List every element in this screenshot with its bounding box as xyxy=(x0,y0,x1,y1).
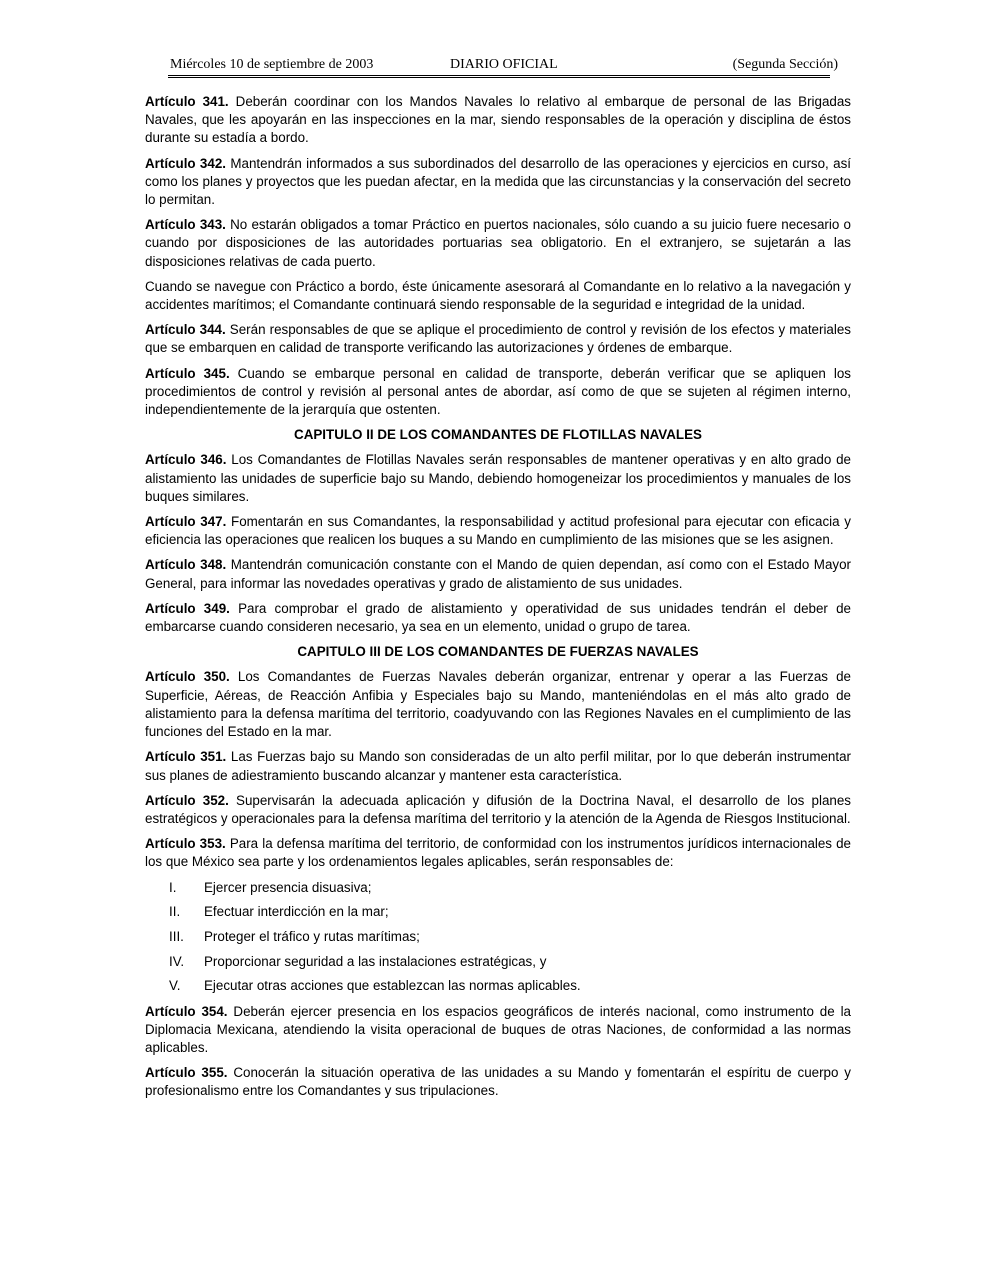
article-341 xyxy=(145,93,851,148)
article-label: Artículo 353. xyxy=(145,836,226,852)
article-text: Para comprobar el grado de alistamiento y operatividad de sus unidades tendrán el deber de embarcarse cuando consideren necesario, ya sea en un elemento, unidad o grupo de tarea. xyxy=(145,600,851,635)
article-353 xyxy=(145,835,851,871)
article-353-list xyxy=(145,879,851,996)
article-342 xyxy=(145,155,851,210)
header-rule-top xyxy=(168,75,830,76)
article-345 xyxy=(145,365,851,420)
list-item xyxy=(145,879,851,897)
article-343-paragraph-2: Cuando se navegue con Práctico a bordo, éste únicamente asesorará al Comandante en lo relativo a la navegación y accidentes marítimos; el Comandante continuará siendo responsable de la seguridad e integridad de la unidad. xyxy=(145,278,851,313)
article-text: Para la defensa marítima del territorio, de conformidad con los instrumentos jurídicos internacionales de los que México sea parte y los ordenamientos legales aplicables, serán responsables de: xyxy=(145,836,851,870)
article-label: Artículo 348. xyxy=(145,557,227,573)
article-label: Artículo 352. xyxy=(145,792,229,808)
list-item-number: III. xyxy=(169,928,184,944)
list-item-text: Proporcionar seguridad a las instalaciones estratégicas, y xyxy=(204,953,547,969)
article-349 xyxy=(145,600,851,636)
article-text: Conocerán la situación operativa de las unidades a su Mando y fomentarán el espíritu de cuerpo y profesionalismo entre los Comandantes y sus tripulaciones. xyxy=(145,1065,851,1099)
article-text: Fomentarán en sus Comandantes, la responsabilidad y actitud profesional para ejecutar con eficacia y eficiencia las operaciones que realicen los buques a su Mando en cumplimiento de las misiones que se les asignen. xyxy=(145,514,851,548)
article-343 xyxy=(145,216,851,271)
article-text: Cuando se embarque personal en calidad de transporte, deberán verificar que se apliquen los procedimientos de control y revisión al personal antes de abordar, así como de que se sujeten al régimen interno, independientemente de la jerarquía que ostenten. xyxy=(145,365,851,418)
list-item-text: Ejercer presencia disuasiva; xyxy=(204,879,372,895)
document-body xyxy=(145,93,851,1108)
article-351 xyxy=(145,748,851,784)
list-item-number: IV. xyxy=(169,953,185,969)
list-item-number: II. xyxy=(169,904,181,920)
article-label: Artículo 344. xyxy=(145,322,226,338)
article-347 xyxy=(145,513,851,549)
article-text: Mantendrán comunicación constante con el Mando de quien dependan, así como con el Estado Mayor General, para informar las novedades operativas y grado de alistamiento de sus unidades. xyxy=(145,557,851,591)
article-text: Supervisarán la adecuada aplicación y difusión de la Doctrina Naval, el desarrollo de los planes estratégicos y operacionales para la defensa marítima del territorio y la atención de la Agenda de Riesgos Institucional. xyxy=(145,792,851,826)
article-label: Artículo 347. xyxy=(145,514,227,530)
article-346 xyxy=(145,451,851,506)
list-item xyxy=(145,903,851,921)
article-text: Los Comandantes de Flotillas Navales serán responsables de mantener operativas y en alto grado de alistamiento las unidades de superficie bajo su Mando, debiendo homogeneizar los procedimientos y manuales de los buques similares. xyxy=(145,452,851,504)
chapter-2-heading: CAPITULO II DE LOS COMANDANTES DE FLOTILLAS NAVALES xyxy=(294,427,702,443)
header-date: Miércoles 10 de septiembre de 2003 xyxy=(170,57,374,72)
article-text: Mantendrán informados a sus subordinados del desarrollo de las operaciones y ejercicios en curso, así como los planes y proyectos que les puedan afectar, en la medida que las circunstancias y la conservación del secreto lo permitan. xyxy=(145,155,851,208)
article-label: Artículo 346. xyxy=(145,452,227,468)
article-text: Deberán coordinar con los Mandos Navales lo relativo al embarque de personal de las Brigadas Navales, que les apoyarán en las inspecciones en la mar, siendo responsables de la operación y disciplina de éstos durante su estadía a bordo. xyxy=(145,94,851,146)
page-header xyxy=(168,57,838,75)
list-item-number: I. xyxy=(169,879,177,895)
article-label: Artículo 341. xyxy=(145,94,229,109)
list-item-text: Proteger el tráfico y rutas marítimas; xyxy=(204,928,420,944)
article-text: No estarán obligados a tomar Práctico en puertos nacionales, sólo cuando a su juicio fuere necesario o cuando por disposiciones de las autoridades portuarias sea obligatorio. En el extranjero, se sujetarán a las disposiciones relativas de cada puerto. xyxy=(145,217,851,269)
article-350 xyxy=(145,668,851,741)
article-label: Artículo 343. xyxy=(145,217,226,233)
article-355 xyxy=(145,1064,851,1100)
list-item xyxy=(145,928,851,946)
header-rule-bottom xyxy=(168,77,830,78)
list-item xyxy=(145,953,851,971)
article-352 xyxy=(145,792,851,828)
article-label: Artículo 345. xyxy=(145,365,230,381)
article-text: Deberán ejercer presencia en los espacios geográficos de interés nacional, como instrumento de la Diplomacia Mexicana, atendiendo la visita operacional de buques de otras Naciones, de conformidad a las normas aplicables. xyxy=(145,1003,851,1055)
article-text: Las Fuerzas bajo su Mando son consideradas de un alto perfil militar, por lo que deberán instrumentar sus planes de adiestramiento buscando alcanzar y mantener esta característica. xyxy=(145,749,851,783)
article-text: Serán responsables de que se aplique el procedimiento de control y revisión de los efectos y materiales que se embarquen en calidad de transporte verificando las autorizaciones y órdenes de embarque. xyxy=(145,322,851,356)
article-label: Artículo 354. xyxy=(145,1003,228,1019)
article-label: Artículo 351. xyxy=(145,749,227,765)
article-label: Artículo 355. xyxy=(145,1065,228,1081)
article-text: Los Comandantes de Fuerzas Navales deberán organizar, entrenar y operar a las Fuerzas de Superficie, Aéreas, de Reacción Anfibia y Especiales bajo su Mando, manteniéndolas en el más alto grado de alistamiento para la defensa marítima del territorio, coadyuvando con las Regiones Navales en el cumplimiento de las funciones del Estado en la mar. xyxy=(145,669,851,740)
article-344 xyxy=(145,321,851,357)
list-item-text: Efectuar interdicción en la mar; xyxy=(204,904,389,920)
article-label: Artículo 342. xyxy=(145,155,226,171)
list-item-number: V. xyxy=(169,978,181,994)
list-item-text: Ejecutar otras acciones que establezcan las normas aplicables. xyxy=(204,978,581,994)
article-label: Artículo 350. xyxy=(145,669,230,685)
header-publication: DIARIO OFICIAL xyxy=(450,57,558,72)
chapter-3-heading: CAPITULO III DE LOS COMANDANTES DE FUERZAS NAVALES xyxy=(297,644,699,660)
article-354 xyxy=(145,1003,851,1058)
article-348 xyxy=(145,556,851,592)
article-label: Artículo 349. xyxy=(145,600,230,616)
list-item xyxy=(145,977,851,995)
header-section: (Segunda Sección) xyxy=(732,57,838,72)
